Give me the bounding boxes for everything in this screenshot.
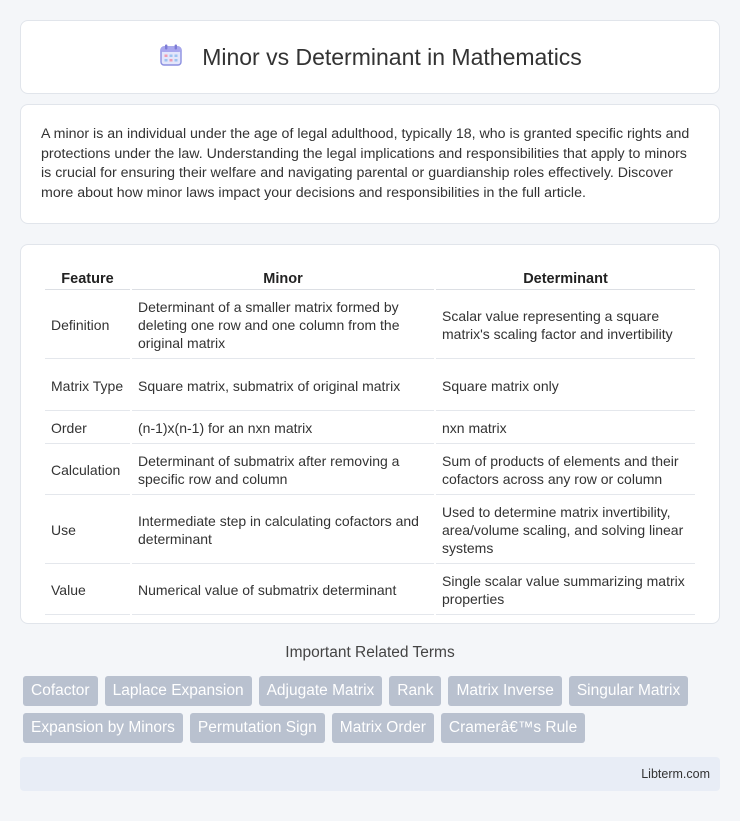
header-minor: Minor bbox=[132, 267, 434, 290]
page-title: Minor vs Determinant in Mathematics bbox=[202, 43, 582, 70]
calendar-icon bbox=[158, 42, 184, 73]
tag-matrix-order[interactable]: Matrix Order bbox=[332, 713, 434, 743]
tag-expansion-by-minors[interactable]: Expansion by Minors bbox=[23, 713, 183, 743]
row-minor: Determinant of submatrix after removing a specific row and column bbox=[132, 446, 434, 495]
table-row bbox=[45, 413, 695, 444]
row-minor: Determinant of a smaller matrix formed by deleting one row and one column from the original matrix bbox=[132, 292, 434, 359]
related-terms-title: Important Related Terms bbox=[285, 644, 455, 661]
row-determinant: Square matrix only bbox=[436, 361, 695, 411]
tag-cofactor[interactable]: Cofactor bbox=[23, 676, 98, 706]
row-feature: Value bbox=[45, 566, 130, 615]
tag-singular-matrix[interactable]: Singular Matrix bbox=[569, 676, 688, 706]
footer bbox=[20, 757, 720, 791]
tag-cramers-rule[interactable]: Cramerâ€™s Rule bbox=[441, 713, 585, 743]
row-determinant: Used to determine matrix invertibility, area/volume scaling, and solving linear systems bbox=[436, 497, 695, 564]
row-feature: Matrix Type bbox=[45, 361, 130, 411]
table-row bbox=[45, 497, 695, 564]
intro-text: A minor is an individual under the age of legal adulthood, typically 18, who is granted specific rights and protections under the law. Understanding the legal implications and responsibilities that apply to minors is crucial for ensuring their welfare and navigating parental or guardianship roles effectively. Discover more about how minor laws impact your decisions and responsibilities in the full article. bbox=[41, 126, 690, 201]
tag-laplace-expansion[interactable]: Laplace Expansion bbox=[105, 676, 252, 706]
row-determinant: Scalar value representing a square matrix's scaling factor and invertibility bbox=[436, 292, 695, 359]
row-determinant: nxn matrix bbox=[436, 413, 695, 444]
tag-rank[interactable]: Rank bbox=[389, 676, 441, 706]
table-row bbox=[45, 566, 695, 615]
title-wrap bbox=[158, 42, 582, 73]
tag-permutation-sign[interactable]: Permutation Sign bbox=[190, 713, 325, 743]
related-terms-tags bbox=[20, 676, 720, 743]
row-feature: Order bbox=[45, 413, 130, 444]
row-minor: Intermediate step in calculating cofactors and determinant bbox=[132, 497, 434, 564]
related-terms-section bbox=[20, 644, 720, 743]
header-feature: Feature bbox=[45, 267, 130, 290]
row-minor: Numerical value of submatrix determinant bbox=[132, 566, 434, 615]
table-row bbox=[45, 446, 695, 495]
row-feature: Use bbox=[45, 497, 130, 564]
row-determinant: Single scalar value summarizing matrix properties bbox=[436, 566, 695, 615]
table-header-row bbox=[45, 267, 695, 290]
tag-adjugate-matrix[interactable]: Adjugate Matrix bbox=[259, 676, 383, 706]
comparison-table bbox=[43, 265, 697, 617]
intro-card bbox=[20, 104, 720, 224]
row-feature: Calculation bbox=[45, 446, 130, 495]
tag-matrix-inverse[interactable]: Matrix Inverse bbox=[448, 676, 561, 706]
header-card bbox=[20, 20, 720, 94]
row-minor: Square matrix, submatrix of original matrix bbox=[132, 361, 434, 411]
row-determinant: Sum of products of elements and their cofactors across any row or column bbox=[436, 446, 695, 495]
table-row bbox=[45, 292, 695, 359]
table-row bbox=[45, 361, 695, 411]
row-feature: Definition bbox=[45, 292, 130, 359]
comparison-table-card bbox=[20, 244, 720, 624]
row-minor: (n-1)x(n-1) for an nxn matrix bbox=[132, 413, 434, 444]
header-determinant: Determinant bbox=[436, 267, 695, 290]
footer-brand[interactable]: Libterm.com bbox=[641, 767, 710, 781]
